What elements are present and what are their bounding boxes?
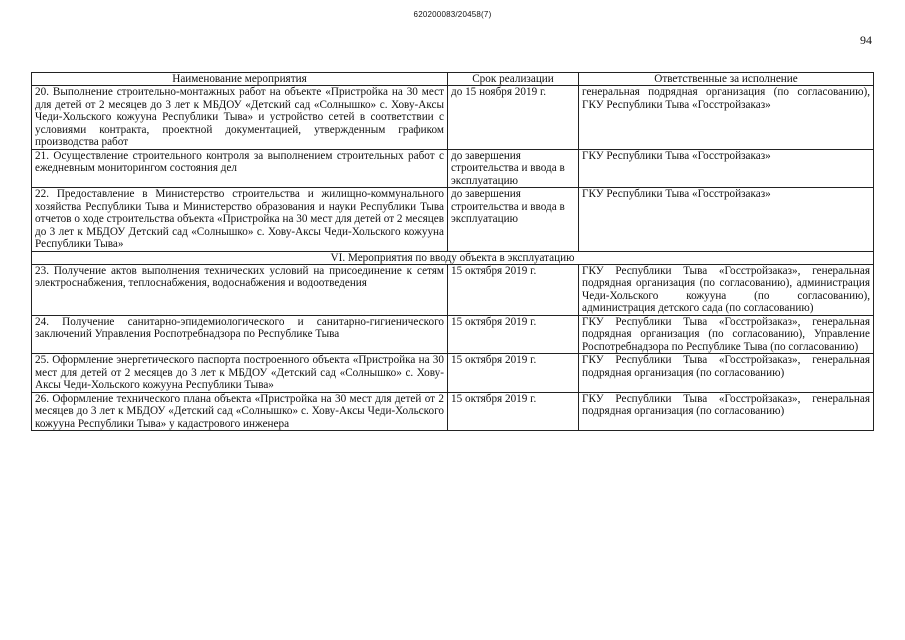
activity-name: 21. Осуществление строительного контроля за выполнением строительных работ с ежедневным мониторингом состояния дел [32, 149, 448, 188]
activity-name: 25. Оформление энергетического паспорта построенного объекта «Пристройка на 30 мест для детей от 2 месяцев до 3 лет к МБДОУ «Детский сад «Солнышко» с. Хову-Аксы Чеди-Хольского кожууна Республики Тыва» [32, 354, 448, 393]
activity-name: 22. Предоставление в Министерство строительства и жилищно-коммунального хозяйства Республики Тыва и Министерство образования и науки Республики Тыва отчетов о ходе строительства объекта «Пристройка на 30 мест для детей от 2 месяцев до 3 лет к МБДОУ Детский сад «Солнышко» с. Хову-Аксы Чеди-Хольского кожууна Республики Тыва» [32, 188, 448, 252]
page-number: 94 [860, 33, 872, 47]
activity-responsible: ГКУ Республики Тыва «Госстройзаказ», генеральная подрядная организация (по согласованию) [579, 354, 874, 393]
section-title: VI. Мероприятия по вводу объекта в эксплуатацию [32, 251, 874, 264]
action-plan-table [31, 72, 874, 431]
activity-responsible: ГКУ Республики Тыва «Госстройзаказ», генеральная подрядная организация (по согласованию) [579, 392, 874, 431]
column-header-name: Наименование мероприятия [32, 73, 448, 86]
activity-term: до завершения строительства и ввода в эксплуатацию [448, 188, 579, 252]
table-row [32, 315, 874, 354]
activity-name: 23. Получение актов выполнения технических условий на присоединение к сетям электроснабжения, теплоснабжения, водоснабжения и водоотведения [32, 264, 448, 315]
activity-responsible: ГКУ Республики Тыва «Госстройзаказ» [579, 188, 874, 252]
activity-term: 15 октября 2019 г. [448, 264, 579, 315]
activity-term: 15 октября 2019 г. [448, 354, 579, 393]
activity-term: до 15 ноября 2019 г. [448, 86, 579, 150]
activity-responsible: ГКУ Республики Тыва «Госстройзаказ» [579, 149, 874, 188]
table-row [32, 264, 874, 315]
activity-name: 20. Выполнение строительно-монтажных работ на объекте «Пристройка на 30 мест для детей от 2 месяцев до 3 лет к МБДОУ «Детский сад «Солнышко» с. Хову-Аксы Чеди-Хольского кожууна Республики Тыва» и устройство сетей в соответствии с условиями контракта, проектной документацией, утвержденным графиком производства работ [32, 86, 448, 150]
document-id: 620200083/20458(7) [413, 10, 492, 19]
activity-name: 26. Оформление технического плана объекта «Пристройка на 30 мест для детей от 2 месяцев до 3 лет к МБДОУ «Детский сад «Солнышко» с. Хову-Аксы Чеди-Хольского кожууна Республики Тыва» у кадастрового инженера [32, 392, 448, 431]
activity-term: 15 октября 2019 г. [448, 315, 579, 354]
activity-term: 15 октября 2019 г. [448, 392, 579, 431]
table-row [32, 149, 874, 188]
table-row [32, 188, 874, 252]
column-header-responsible: Ответственные за исполнение [579, 73, 874, 86]
activity-responsible: ГКУ Республики Тыва «Госстройзаказ», генеральная подрядная организация (по согласованию), администрация Чеди-Хольского кожууна (по согласованию), администрация детского сада (по согласованию) [579, 264, 874, 315]
activity-responsible: генеральная подрядная организация (по согласованию), ГКУ Республики Тыва «Госстройзаказ» [579, 86, 874, 150]
table-row [32, 392, 874, 431]
table-header-row [32, 73, 874, 86]
section-row [32, 251, 874, 264]
activity-name: 24. Получение санитарно-эпидемиологического и санитарно-гигиенического заключений Управления Роспотребнадзора по Республике Тыва [32, 315, 448, 354]
table-row [32, 354, 874, 393]
activity-term: до завершения строительства и ввода в эксплуатацию [448, 149, 579, 188]
activity-responsible: ГКУ Республики Тыва «Госстройзаказ», генеральная подрядная организация (по согласованию), Управление Роспотребнадзора по Республике Тыва (по согласованию) [579, 315, 874, 354]
column-header-term: Срок реализации [448, 73, 579, 86]
table-row [32, 86, 874, 150]
